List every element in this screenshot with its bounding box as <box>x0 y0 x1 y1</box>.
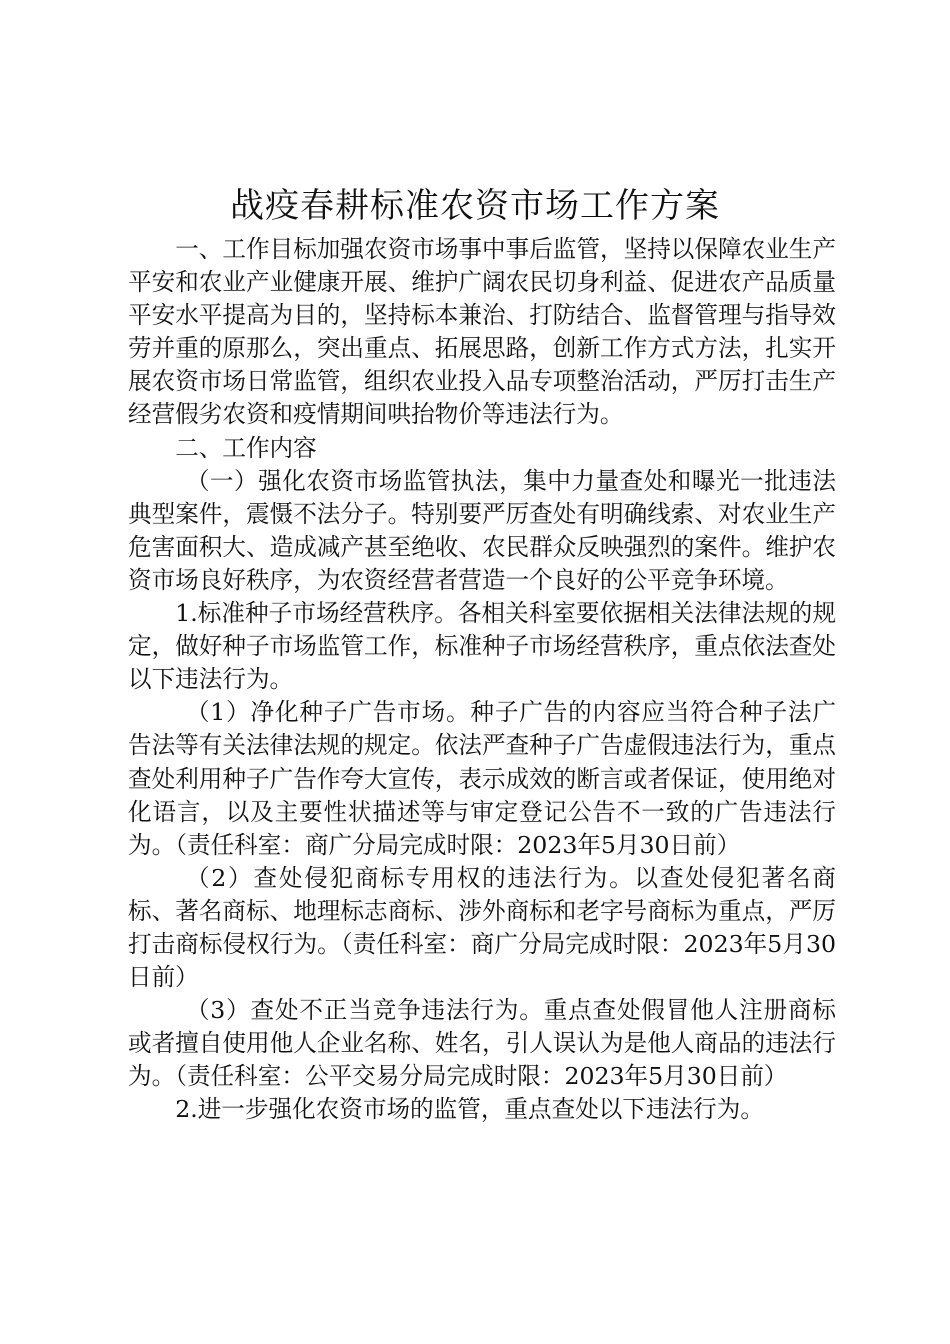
paragraph-seed-advertising: （1）净化种子广告市场。种子广告的内容应当符合种子法广告法等有关法律法规的规定。依法严查种子广告虚假违法行为，重点查处利用种子广告作夸大宣传，表示成效的断言或者保证，使用绝对化语言，以及主要性状描述等与审定登记公告不一致的广告违法行为。（责任科室：商广分局完成时限：2023年5月30日前） <box>128 698 836 859</box>
paragraph-trademark-infringement: （2）查处侵犯商标专用权的违法行为。以查处侵犯著名商标、著名商标、地理标志商标、涉外商标和老字号商标为重点，严厉打击商标侵权行为。（责任科室：商广分局完成时限：2023年5月30日前） <box>128 863 836 992</box>
document-title: 战疫春耕标准农资市场工作方案 <box>230 186 720 226</box>
paragraph-strengthen-enforcement: （一）强化农资市场监管执法，集中力量查处和曝光一批违法典型案件，震慑不法分子。特别要严厉查处有明确线索、对农业生产危害面积大、造成减产甚至绝收、农民群众反映强烈的案件。维护农资市场良好秩序，为农资经营者营造一个良好的公平竞争环境。 <box>128 466 836 594</box>
paragraph-work-goal: 一、工作目标加强农资市场事中事后监管，坚持以保障农业生产平安和农业产业健康开展、维护广阔农民切身利益、促进农产品质量平安水平提高为目的，坚持标本兼治、打防结合、监督管理与指导效劳并重的原那么，突出重点、拓展思路，创新工作方式方法，扎实开展农资市场日常监管，组织农业投入品专项整治活动，严厉打击生产经营假劣农资和疫情期间哄抬物价等违法行为。 <box>128 235 836 429</box>
section-heading-work-content: 二、工作内容 <box>175 433 317 462</box>
paragraph-further-supervision: 2.进一步强化农资市场的监管，重点查处以下违法行为。 <box>175 1095 764 1124</box>
paragraph-seed-market-order: 1.标准种子市场经营秩序。各相关科室要依据相关法律法规的规定，做好种子市场监管工作，标准种子市场经营秩序，重点依法查处以下违法行为。 <box>128 599 836 694</box>
paragraph-unfair-competition: （3）查处不正当竞争违法行为。重点查处假冒他人注册商标或者擅自使用他人企业名称、姓名，引人误认为是他人商品的违法行为。（责任科室：公平交易分局完成时限：2023年5月30日前） <box>128 996 836 1091</box>
document-body <box>128 233 836 1127</box>
